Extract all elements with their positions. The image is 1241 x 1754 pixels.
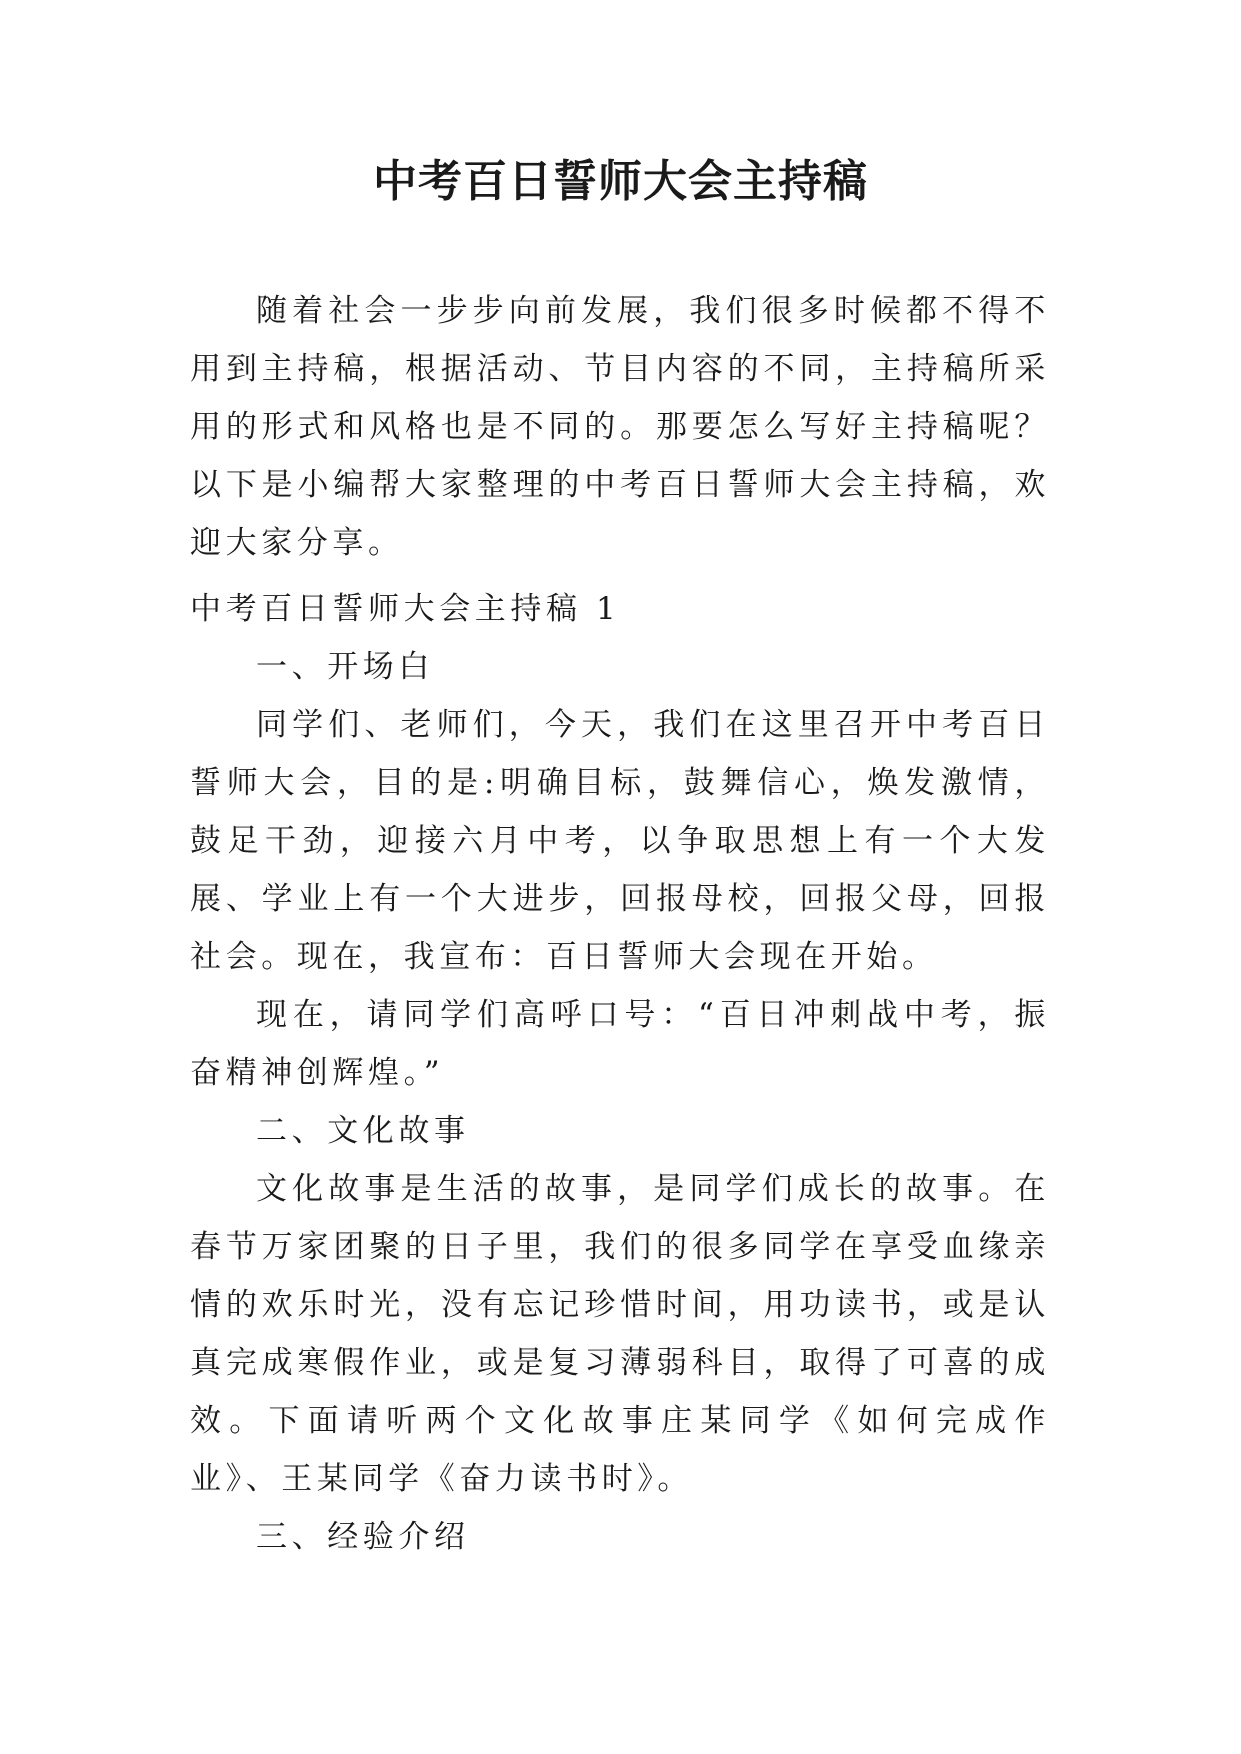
heading-opening: 一、开场白 <box>256 649 434 685</box>
section-title: 中考百日誓师大会主持稿 1 <box>190 591 621 627</box>
paragraph-opening: 同学们、老师们，今天，我们在这里召开中考百日誓师大会，目的是:明确目标，鼓舞信心，焕发激情，鼓足干劲，迎接六月中考，以争取思想上有一个大发展、学业上有一个大进步，回报母校，回报父母，回报社会。现在，我宣布：百日誓师大会现在开始。 <box>190 707 1050 975</box>
document-title: 中考百日誓师大会主持稿 <box>373 156 868 207</box>
paragraph-slogan: 现在，请同学们高呼口号：“百日冲刺战中考，振奋精神创辉煌。” <box>190 997 1050 1091</box>
heading-culture-stories: 二、文化故事 <box>256 1113 470 1149</box>
heading-experience: 三、经验介绍 <box>256 1519 470 1555</box>
paragraph-culture-stories: 文化故事是生活的故事，是同学们成长的故事。在春节万家团聚的日子里，我们的很多同学在享受血缘亲情的欢乐时光，没有忘记珍惜时间，用功读书，或是认真完成寒假作业，或是复习薄弱科目，取得了可喜的成效。下面请听两个文化故事庄某同学《如何完成作业》、王某同学《奋力读书时》。 <box>190 1171 1050 1497</box>
intro-paragraph: 随着社会一步步向前发展，我们很多时候都不得不用到主持稿，根据活动、节目内容的不同，主持稿所采用的形式和风格也是不同的。那要怎么写好主持稿呢？以下是小编帮大家整理的中考百日誓师大会主持稿，欢迎大家分享。 <box>190 293 1050 561</box>
